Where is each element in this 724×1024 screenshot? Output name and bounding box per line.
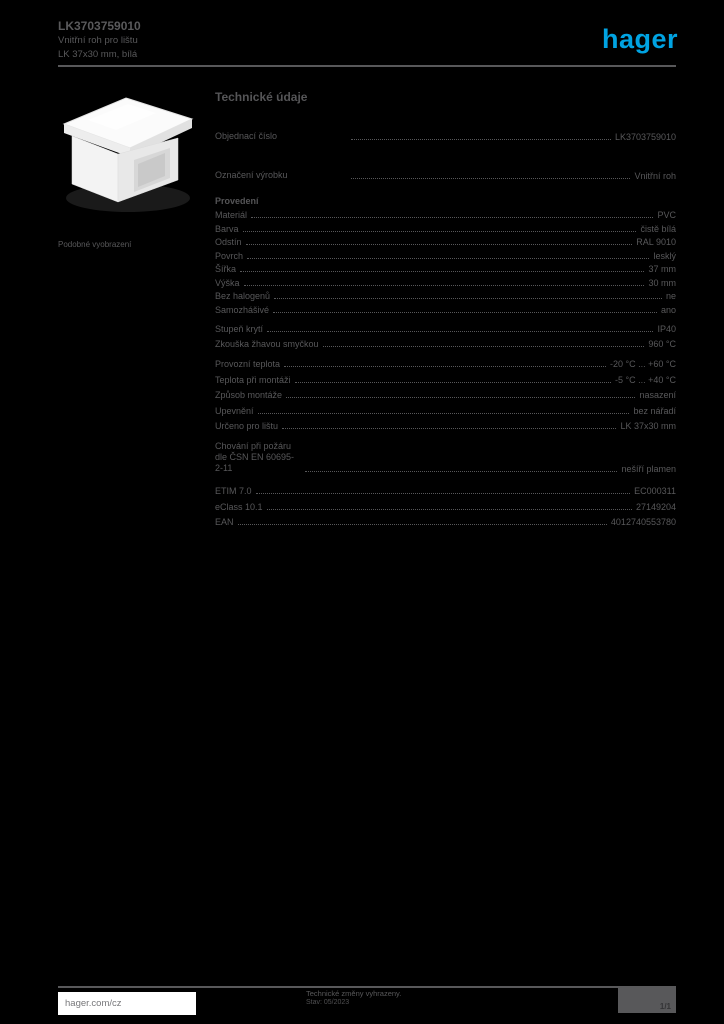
dotted-leader xyxy=(247,258,649,259)
footer-website-box xyxy=(58,992,196,1015)
spec-value: LK 37x30 mm xyxy=(620,421,676,431)
dotted-leader xyxy=(295,382,611,383)
spec-value: ano xyxy=(660,304,676,315)
spec-row xyxy=(215,324,676,334)
spec-value: -20 °C ... +60 °C xyxy=(610,359,676,369)
spec-row xyxy=(215,486,676,496)
product-description-line1: Vnitřní roh pro lištu xyxy=(58,35,138,46)
spec-row xyxy=(215,441,676,474)
spec-value: 4012740553780 xyxy=(610,517,676,527)
spec-value: nasazení xyxy=(639,390,676,400)
spec-group xyxy=(215,441,676,474)
spec-value: EC000311 xyxy=(634,486,676,496)
spec-value: RAL 9010 xyxy=(636,237,676,247)
spec-value: 37 mm xyxy=(648,264,676,274)
spec-label: EAN xyxy=(215,517,234,527)
internal-corner-piece-image xyxy=(58,86,198,236)
product-description-line2: LK 37x30 mm, bílá xyxy=(58,49,138,60)
spec-value: 27149204 xyxy=(635,501,676,512)
spec-value: bez nářadí xyxy=(633,405,676,416)
spec-row xyxy=(215,517,676,527)
spec-label: Určeno pro lištu xyxy=(215,421,279,431)
spec-label: Odstín xyxy=(215,237,242,247)
spec-label: Povrch xyxy=(215,250,244,261)
spec-row xyxy=(215,157,676,181)
dotted-leader xyxy=(240,271,644,272)
spec-label: Bez halogenů xyxy=(215,291,271,301)
spec-row xyxy=(215,291,676,301)
spec-label: Objednací číslo xyxy=(215,131,278,141)
spec-row xyxy=(215,502,676,512)
dotted-leader xyxy=(323,346,645,347)
spec-label: Samozhášivé xyxy=(215,304,270,315)
spec-row xyxy=(215,375,676,385)
spec-label: Chování při požáru dle ČSN EN 60695-2-11 xyxy=(215,441,295,473)
dotted-leader xyxy=(274,298,662,299)
spec-row xyxy=(215,264,676,274)
spec-value: nešíří plamen xyxy=(621,464,676,474)
spec-column xyxy=(215,90,676,533)
website-link[interactable]: hager.com/cz xyxy=(65,998,122,1009)
dotted-leader xyxy=(267,509,632,510)
spec-groups xyxy=(215,118,676,527)
spec-group xyxy=(215,196,676,315)
spec-value: Vnitřní roh xyxy=(634,171,676,181)
header-product-block xyxy=(58,20,258,61)
spec-label: Způsob montáže xyxy=(215,390,283,400)
spec-group xyxy=(215,324,676,350)
dotted-leader xyxy=(351,178,630,179)
dotted-leader xyxy=(305,471,617,472)
dotted-leader xyxy=(244,285,645,286)
dotted-leader xyxy=(286,397,635,398)
spec-label: Výška xyxy=(215,277,240,288)
spec-label: Materiál xyxy=(215,210,248,220)
spec-value: ne xyxy=(665,291,676,301)
spec-row xyxy=(215,305,676,315)
dotted-leader xyxy=(282,428,616,429)
spec-row xyxy=(215,390,676,400)
dotted-leader xyxy=(243,231,637,232)
footer-page-box xyxy=(618,986,676,1013)
dotted-leader xyxy=(258,413,630,414)
spec-value: 30 mm xyxy=(648,277,676,288)
dotted-leader xyxy=(246,244,633,245)
product-reference: LK3703759010 xyxy=(58,19,141,33)
spec-label: Teplota při montáži xyxy=(215,374,291,385)
spec-value: -5 °C ... +40 °C xyxy=(615,374,676,385)
page-indicator: 1/1 xyxy=(659,1002,671,1011)
spec-group xyxy=(215,359,676,431)
footer-note xyxy=(306,989,476,1007)
spec-value: čistě bílá xyxy=(640,223,676,234)
spec-row xyxy=(215,251,676,261)
product-photo xyxy=(58,86,198,236)
footer-divider xyxy=(58,986,676,988)
spec-group xyxy=(215,486,676,527)
spec-label: Šířka xyxy=(215,264,237,274)
spec-row xyxy=(215,237,676,247)
photo-caption: Podobné vyobrazení xyxy=(58,240,132,249)
spec-label: Provozní teplota xyxy=(215,359,281,369)
dotted-leader xyxy=(251,217,653,218)
spec-value: IP40 xyxy=(657,323,676,334)
header-divider xyxy=(58,65,676,67)
dotted-leader xyxy=(284,366,606,367)
spec-row xyxy=(215,118,676,142)
spec-label: eClass 10.1 xyxy=(215,501,263,512)
spec-value: LK3703759010 xyxy=(614,132,676,142)
dotted-leader xyxy=(351,139,611,140)
spec-value: 960 °C xyxy=(648,339,676,349)
spec-label: Zkouška žhavou smyčkou xyxy=(215,339,319,349)
spec-row xyxy=(215,359,676,369)
spec-label: Barva xyxy=(215,223,239,234)
dotted-leader xyxy=(238,524,607,525)
spec-row xyxy=(215,339,676,349)
spec-label: Stupeň krytí xyxy=(215,323,264,334)
spec-row xyxy=(215,406,676,416)
dotted-leader xyxy=(256,493,631,494)
spec-group-subtitle: Provedení xyxy=(215,196,259,206)
spec-label: Označení výrobku xyxy=(215,170,288,180)
specs-title: Technické údaje xyxy=(215,90,308,104)
dotted-leader xyxy=(267,331,653,332)
spec-row xyxy=(215,421,676,431)
spec-group xyxy=(215,118,676,181)
spec-value: PVC xyxy=(657,210,676,220)
spec-label: Upevnění xyxy=(215,405,254,416)
dotted-leader xyxy=(273,312,657,313)
footer-note-line1: Technické změny vyhrazeny. xyxy=(306,989,402,998)
spec-row xyxy=(215,278,676,288)
spec-value: lesklý xyxy=(653,250,676,261)
footer-note-line2: Stav: 05/2023 xyxy=(306,999,350,1006)
spec-row xyxy=(215,224,676,234)
hager-logo: hager xyxy=(601,24,678,54)
spec-row xyxy=(215,210,676,220)
spec-label: ETIM 7.0 xyxy=(215,486,252,496)
